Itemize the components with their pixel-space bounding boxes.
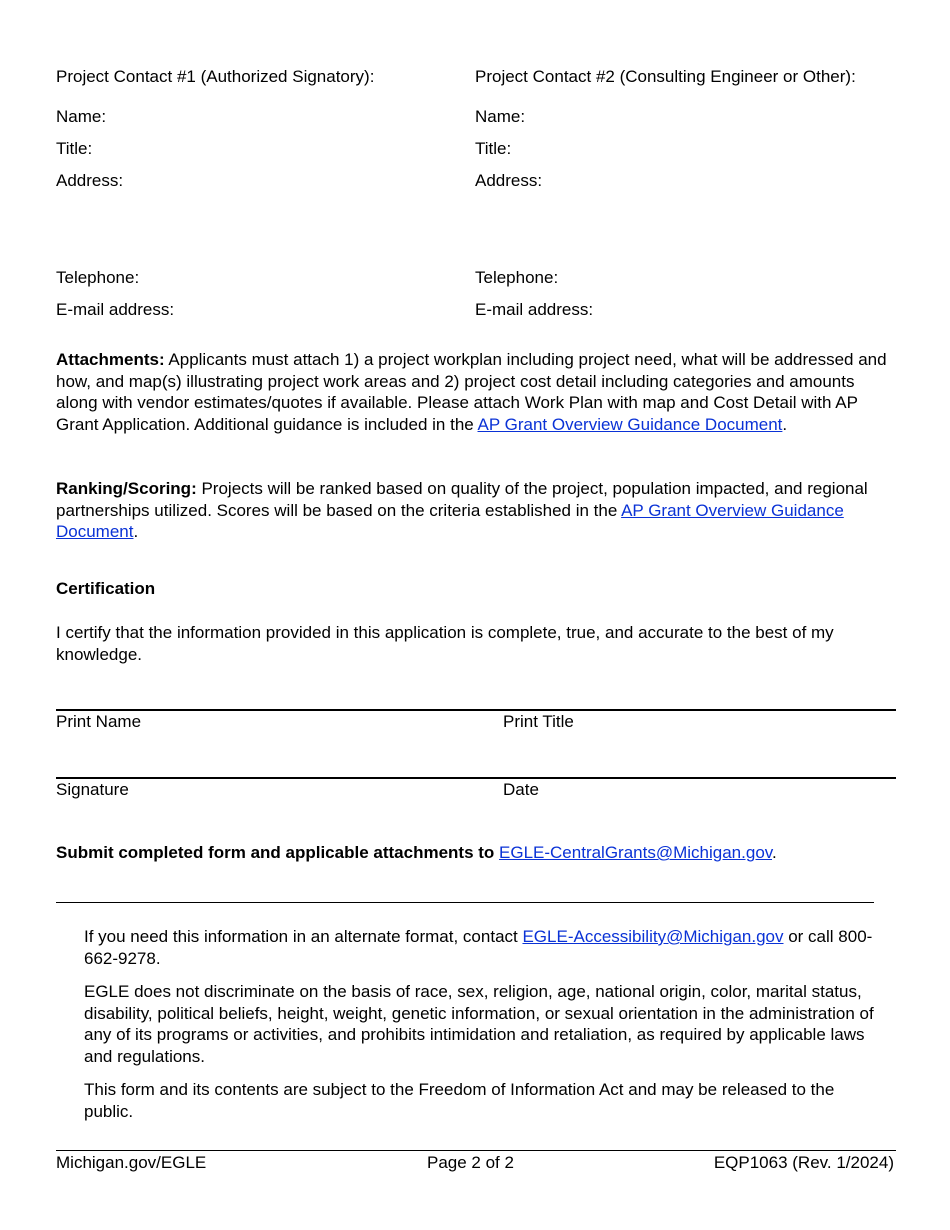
contact1-heading: Project Contact #1 (Authorized Signatory): [56,67,375,86]
ranking-guidance-link[interactable]: AP Grant Overview Guidance Document [56,500,844,541]
date-label: Date [503,780,539,799]
print-line [56,709,896,711]
ranking-end: . [133,522,139,541]
attachments-paragraph [56,349,892,435]
contact2-title-label: Title: [475,139,512,158]
nondiscrimination-notice: EGLE does not discriminate on the basis of race, sex, religion, age, national origin, color, marital status, disability, political beliefs, height, weight, genetic information, or sexual orientation in the administration of any of its programs or activities, and prohibits intimidation and retaliation, as required by applicable laws and regulations. [84,982,874,1066]
ranking-label: Ranking/Scoring: [56,479,197,498]
contact1-name-label: Name: [56,107,107,126]
contact2-name-label: Name: [475,107,526,126]
contact2-address-label: Address: [475,171,543,190]
submit-line [56,843,777,863]
contact2-email-label: E-mail address: [475,300,594,319]
ranking-text: Projects will be ranked based on quality of the project, population impacted, and regional partnerships utilized. Scores will be based on the criteria established in the [56,479,868,520]
alt-format-notice [84,926,884,969]
attachments-text: Applicants must attach 1) a project workplan including project need, what will be addressed and how, and map(s) illustrating project work areas and 2) project cost detail including categories and amounts along with vendor estimates/quotes if available. Please attach Work Plan with map and Cost Detail with AP Grant Application. Additional guidance is included in the [56,350,887,434]
submit-end: . [772,843,777,862]
submit-email-link[interactable]: EGLE-CentralGrants@Michigan.gov [499,843,773,862]
ranking-paragraph [56,478,892,543]
alt-format-end: or call 800-662-9278. [84,927,873,968]
submit-text: Submit completed form and applicable attachments to [56,843,500,862]
contact1-title-label: Title: [56,139,93,158]
notice-divider [56,902,874,903]
footer-form-id: EQP1063 (Rev. 1/2024) [713,1153,894,1172]
footer-page-number: Page 2 of 2 [427,1153,514,1172]
signature-line [56,777,896,779]
accessibility-email-link[interactable]: EGLE-Accessibility@Michigan.gov [522,927,784,946]
attachments-end: . [782,414,788,434]
foia-notice: This form and its contents are subject to the Freedom of Information Act and may be released to the public. [84,1080,835,1121]
contact2-heading: Project Contact #2 (Consulting Engineer or Other): [475,67,856,86]
attachments-guidance-link[interactable]: AP Grant Overview Guidance Document [477,414,783,434]
footer-rule [56,1150,896,1151]
certification-statement: I certify that the information provided in this application is complete, true, and accurate to the best of my knowledge. [56,623,834,664]
certification-heading: Certification [56,579,156,598]
contact1-address-label: Address: [56,171,124,190]
alt-format-text: If you need this information in an alternate format, contact [84,927,523,946]
contact2-telephone-label: Telephone: [475,268,559,287]
print-name-label: Print Name [56,712,142,731]
attachments-label: Attachments: [56,350,165,369]
contact1-telephone-label: Telephone: [56,268,140,287]
signature-label: Signature [56,780,129,799]
footer-website: Michigan.gov/EGLE [56,1153,207,1172]
contact1-email-label: E-mail address: [56,300,175,319]
print-title-label: Print Title [503,712,574,731]
